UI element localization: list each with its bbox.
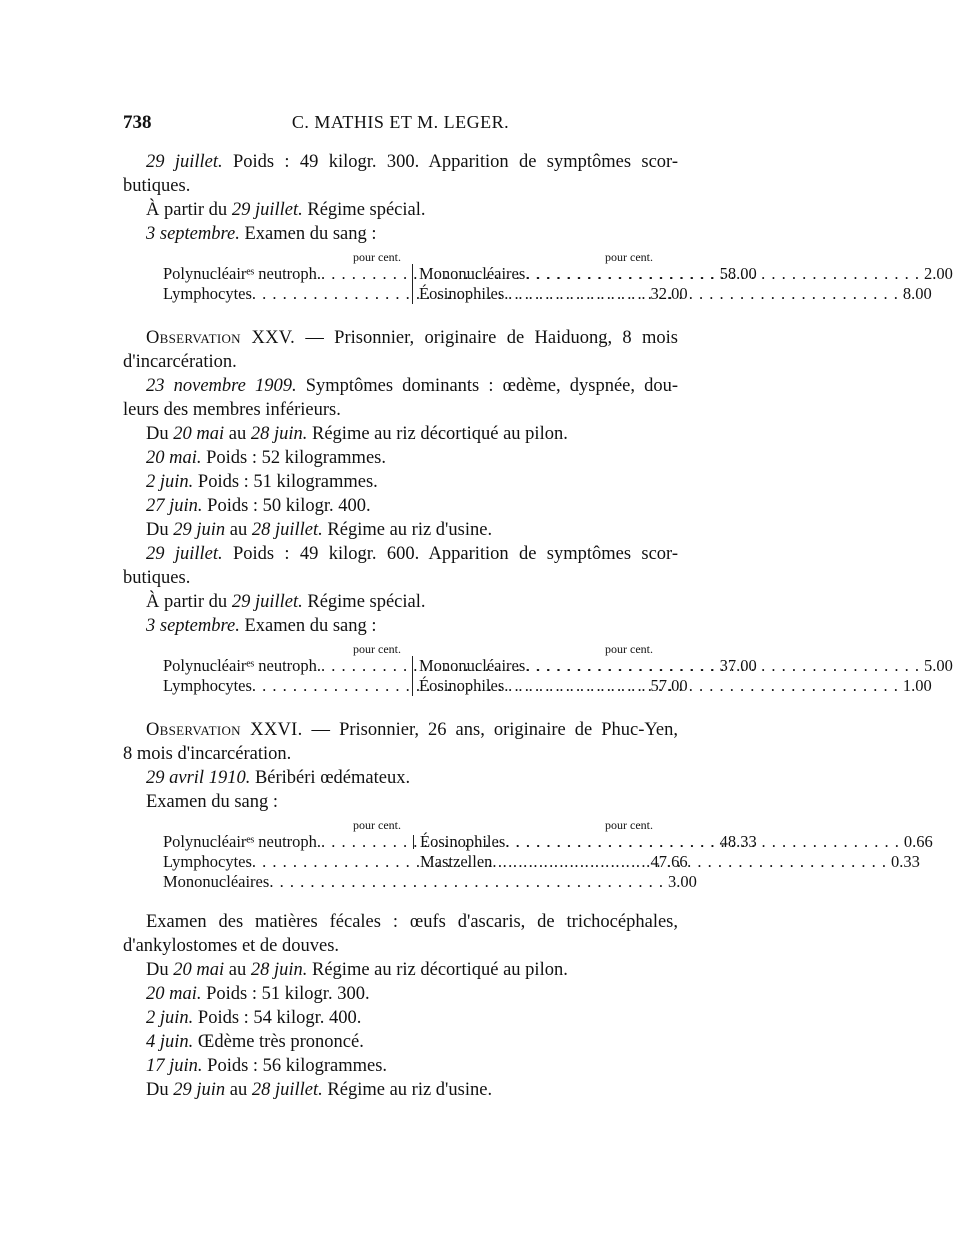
text-line: d'ankylostomes et de douves. bbox=[123, 936, 340, 956]
line-text: Poids : 51 kilogrammes. bbox=[193, 472, 378, 492]
line-text: Du bbox=[146, 960, 174, 980]
cell-name: Lymphocytes bbox=[163, 284, 252, 303]
cell-value: 0.33 bbox=[891, 852, 920, 871]
cell-name: Polynucléairᵉˢ neutroph. bbox=[163, 264, 322, 283]
text-line bbox=[123, 982, 678, 1006]
cell-value: 57.00 bbox=[650, 676, 688, 695]
date: 29 juillet. bbox=[231, 592, 303, 612]
cell-value: 1.00 bbox=[902, 676, 932, 695]
line-text: Régime au riz d'usine. bbox=[322, 520, 493, 540]
date: 20 mai. bbox=[146, 984, 202, 1004]
text-line: butiques. bbox=[123, 568, 191, 588]
unit-label: pour cent. bbox=[353, 642, 401, 656]
date: 3 septembre. bbox=[146, 224, 240, 244]
text-line: d'incarcération. bbox=[123, 352, 237, 372]
text-line bbox=[123, 198, 678, 222]
text-line: butiques. bbox=[123, 176, 191, 196]
text-line: leurs des membres inférieurs. bbox=[123, 400, 341, 420]
date: 23 novembre 1909. bbox=[146, 376, 297, 396]
cell-value: 37.00 bbox=[719, 656, 757, 675]
page-number: 738 bbox=[123, 112, 152, 133]
observation-label: Observation XXV. bbox=[146, 328, 295, 348]
text-line bbox=[123, 446, 678, 470]
text-line bbox=[123, 1006, 678, 1030]
table-row bbox=[163, 872, 697, 892]
text-line: Examen du sang : bbox=[146, 792, 279, 812]
line-text: Poids : 49 kilogr. 600. Apparition de symptômes scor- bbox=[222, 544, 678, 564]
cell-name: Éosinophiles bbox=[420, 832, 506, 851]
running-head: C. MATHIS ET M. LEGER. bbox=[291, 112, 510, 132]
line-text: au bbox=[225, 520, 252, 540]
line-text: Œdème très prononcé. bbox=[193, 1032, 364, 1052]
page-header bbox=[123, 112, 678, 142]
cell-name: Mastzellen bbox=[420, 852, 493, 871]
text-line bbox=[123, 542, 678, 566]
line-text: Examen du sang : bbox=[239, 616, 377, 636]
cell-name: Éosinophiles bbox=[419, 284, 505, 303]
line-text: Poids : 49 kilogr. 300. Apparition de symptômes scor- bbox=[222, 152, 678, 172]
cell-name: Éosinophiles bbox=[419, 676, 505, 695]
cell-name: Polynucléairᵉˢ neutroph. bbox=[163, 656, 322, 675]
cell-value: 0.66 bbox=[903, 832, 933, 851]
text-line bbox=[123, 422, 678, 446]
cell-value: 32.00 bbox=[650, 284, 688, 303]
cell-value: 8.00 bbox=[902, 284, 932, 303]
blood-count-table-3 bbox=[163, 818, 933, 892]
date: 29 juillet. bbox=[146, 152, 223, 172]
unit-label: pour cent. bbox=[605, 642, 653, 656]
observation-heading bbox=[123, 718, 678, 742]
units-row bbox=[163, 250, 653, 264]
text-line: Examen des matières fécales : œufs d'ascaris, de trichocéphales, bbox=[146, 912, 678, 932]
table-row bbox=[163, 676, 932, 696]
cell-name: Lymphocytes bbox=[163, 852, 252, 871]
cell-value: 48.33 bbox=[719, 832, 757, 851]
text-line bbox=[123, 766, 678, 790]
table-row bbox=[163, 284, 932, 304]
units-row bbox=[163, 642, 653, 656]
observation-heading bbox=[123, 326, 678, 350]
line-text: Du bbox=[146, 424, 174, 444]
table-row bbox=[163, 656, 953, 676]
date: 29 avril 1910. bbox=[146, 768, 251, 788]
cell-value: 3.00 bbox=[667, 872, 697, 891]
date: 29 juin bbox=[173, 1080, 226, 1100]
line-text: À partir du bbox=[146, 592, 232, 612]
line-text: Régime au riz décortiqué au pilon. bbox=[307, 424, 568, 444]
line-text: Régime spécial. bbox=[302, 200, 426, 220]
line-text: Régime spécial. bbox=[302, 592, 426, 612]
cell-value: 5.00 bbox=[923, 656, 953, 675]
date: 3 septembre. bbox=[146, 616, 240, 636]
cell-name: Mononucléaires bbox=[419, 264, 526, 283]
date: 28 juillet. bbox=[251, 1080, 323, 1100]
text-line bbox=[123, 1030, 678, 1054]
line-text: Poids : 56 kilogrammes. bbox=[202, 1056, 388, 1076]
date: 20 mai bbox=[173, 424, 225, 444]
line-text: — Prisonnier, originaire de Haiduong, 8 mois bbox=[295, 328, 678, 348]
date: 29 juillet. bbox=[146, 544, 223, 564]
date: 20 mai bbox=[173, 960, 225, 980]
date: 28 juin. bbox=[250, 960, 308, 980]
cell-name: Mononucléaires bbox=[419, 656, 526, 675]
cell-name: Lymphocytes bbox=[163, 676, 252, 695]
blood-count-table-1 bbox=[163, 250, 953, 304]
cell-value: 47.66 bbox=[650, 852, 688, 871]
cell-name: Polynucléairᵉˢ neutroph. bbox=[163, 832, 322, 851]
date: 4 juin. bbox=[146, 1032, 194, 1052]
page-body bbox=[123, 150, 953, 1102]
table-row bbox=[163, 264, 953, 284]
date: 2 juin. bbox=[146, 1008, 194, 1028]
text-line bbox=[123, 518, 678, 542]
date: 28 juillet. bbox=[251, 520, 323, 540]
text-line bbox=[123, 470, 678, 494]
spacer bbox=[123, 698, 678, 718]
line-text: Poids : 52 kilogrammes. bbox=[201, 448, 386, 468]
cell-name: Mononucléaires bbox=[163, 872, 270, 891]
date: 29 juin bbox=[173, 520, 226, 540]
text-line bbox=[123, 614, 678, 638]
text-line bbox=[123, 1054, 678, 1078]
text-line bbox=[123, 374, 678, 398]
blood-count-table-2 bbox=[163, 642, 953, 696]
date: 27 juin. bbox=[146, 496, 203, 516]
text-line bbox=[123, 494, 678, 518]
date: 2 juin. bbox=[146, 472, 194, 492]
unit-label: pour cent. bbox=[605, 818, 653, 832]
line-text: Symptômes dominants : œdème, dyspnée, dou- bbox=[296, 376, 678, 396]
line-text: Du bbox=[146, 520, 174, 540]
line-text: Béribéri œdémateux. bbox=[250, 768, 411, 788]
cell-value: 2.00 bbox=[923, 264, 953, 283]
unit-label: pour cent. bbox=[353, 250, 401, 264]
date: 17 juin. bbox=[146, 1056, 203, 1076]
text-line: 8 mois d'incarcération. bbox=[123, 744, 292, 764]
date: 20 mai. bbox=[146, 448, 202, 468]
observation-label: Observation XXVI. bbox=[146, 720, 303, 740]
date: 28 juin. bbox=[250, 424, 308, 444]
table-row bbox=[163, 852, 920, 872]
spacer bbox=[123, 894, 678, 910]
line-text: au bbox=[224, 424, 251, 444]
text-line bbox=[123, 1078, 678, 1102]
date: 29 juillet. bbox=[231, 200, 303, 220]
line-text: au bbox=[225, 1080, 252, 1100]
text-line bbox=[123, 222, 678, 246]
spacer bbox=[123, 306, 678, 326]
line-text: Poids : 54 kilogr. 400. bbox=[193, 1008, 362, 1028]
units-row bbox=[163, 818, 653, 832]
line-text: — Prisonnier, 26 ans, originaire de Phuc-Yen, bbox=[302, 720, 678, 740]
table-row bbox=[163, 832, 933, 852]
text-line bbox=[123, 590, 678, 614]
line-text: Examen du sang : bbox=[239, 224, 377, 244]
unit-label: pour cent. bbox=[605, 250, 653, 264]
text-line bbox=[123, 150, 678, 174]
text-line bbox=[123, 958, 678, 982]
line-text: Poids : 51 kilogr. 300. bbox=[201, 984, 370, 1004]
unit-label: pour cent. bbox=[353, 818, 401, 832]
cell-value: 58.00 bbox=[719, 264, 757, 283]
line-text: Régime au riz d'usine. bbox=[322, 1080, 493, 1100]
line-text: Du bbox=[146, 1080, 174, 1100]
line-text: À partir du bbox=[146, 200, 232, 220]
line-text: Poids : 50 kilogr. 400. bbox=[202, 496, 371, 516]
line-text: Régime au riz décortiqué au pilon. bbox=[307, 960, 568, 980]
line-text: au bbox=[224, 960, 251, 980]
